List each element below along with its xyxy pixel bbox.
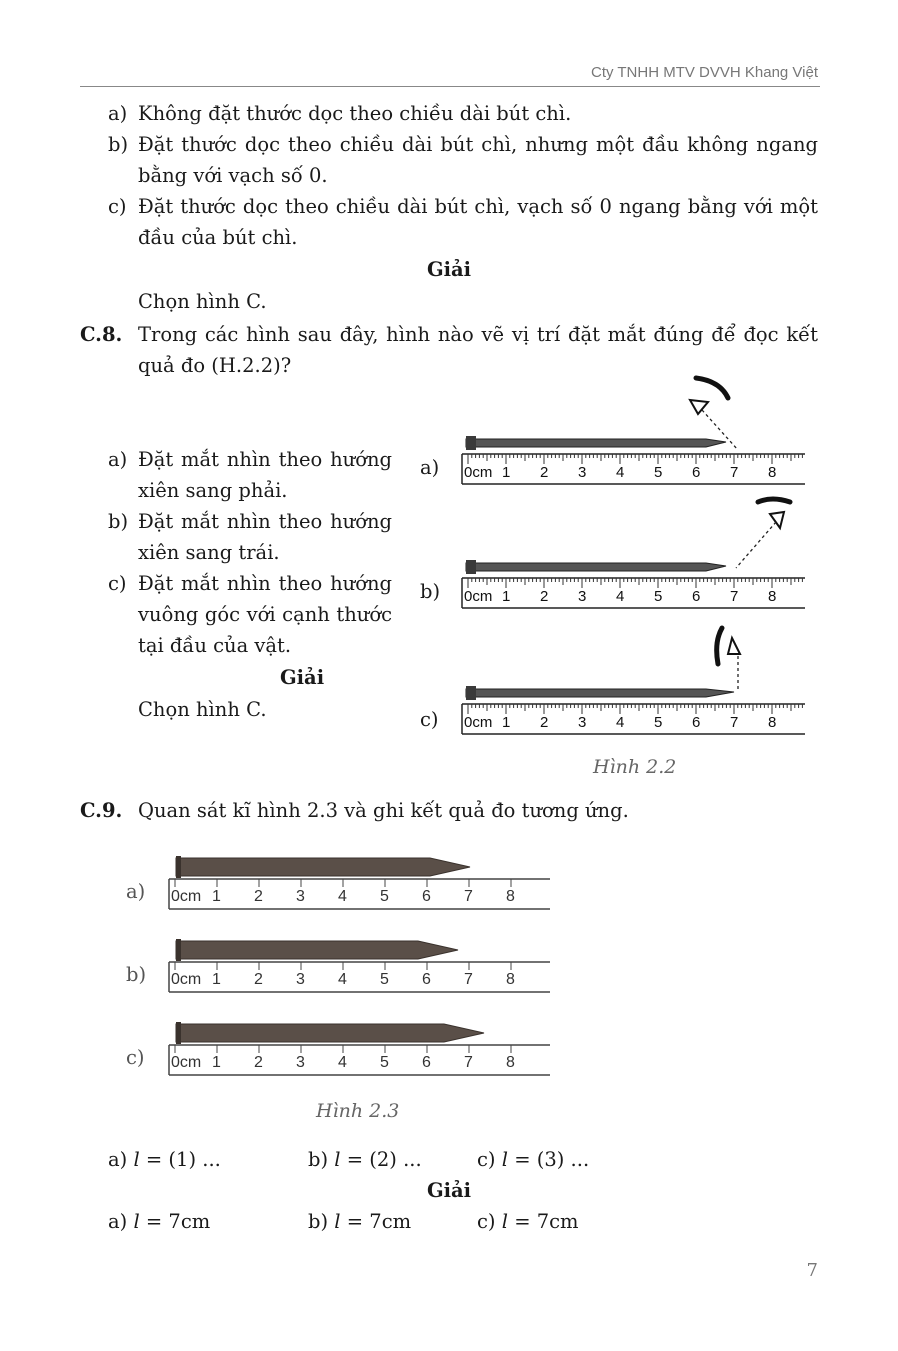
answer-text: Chọn hình C.: [138, 290, 267, 313]
eye-panel-b: [462, 499, 805, 608]
figure-label: c): [420, 708, 439, 731]
solution-heading: Giải: [426, 1179, 472, 1202]
pencil-end: [466, 560, 476, 574]
ruler-a: [462, 454, 805, 484]
ruler-number: 3: [296, 888, 305, 905]
pencil: [176, 858, 470, 876]
answer-label: b): [308, 1210, 329, 1233]
ruler-number: 2: [540, 588, 549, 605]
length-var: l: [334, 1210, 341, 1233]
ruler-number: 0cm: [464, 464, 493, 481]
ruler-number: 3: [296, 1054, 305, 1071]
ruler-number: 0cm: [464, 588, 493, 605]
ruler-number: 4: [616, 464, 625, 481]
ruler-number: 4: [338, 971, 347, 988]
option-text: đầu của bút chì.: [138, 226, 298, 249]
figure-caption: Hình 2.3: [316, 1100, 400, 1122]
option-text: Đặt mắt nhìn theo hướng: [138, 572, 392, 595]
answer-value: = 7cm: [514, 1210, 579, 1233]
blank-a: [108, 1144, 221, 1175]
ruler-number: 7: [730, 588, 739, 605]
length-var: l: [334, 1148, 341, 1171]
ruler-c: [462, 704, 805, 734]
measure-panel-c: [169, 1022, 550, 1075]
answer-label: c): [477, 1210, 496, 1233]
ruler-number: 4: [338, 888, 347, 905]
ruler-number: 5: [654, 464, 663, 481]
option-label: c): [108, 572, 127, 595]
option-text: vuông góc với cạnh thước: [138, 603, 392, 626]
answer-value: = 7cm: [346, 1210, 412, 1233]
pencil: [466, 563, 726, 571]
eyebrow-icon: [696, 378, 728, 398]
option-text: bằng với vạch số 0.: [138, 164, 328, 187]
answer-value: = 7cm: [145, 1210, 211, 1233]
length-var: l: [133, 1148, 140, 1171]
pencil-end: [176, 856, 181, 878]
question-text: quả đo (H.2.2)?: [138, 354, 292, 377]
ruler-number: 8: [506, 1054, 515, 1071]
answer-b: [308, 1206, 411, 1237]
option-text: Không đặt thước dọc theo chiều dài bút chì.: [138, 102, 572, 125]
ruler-number: 2: [254, 888, 263, 905]
ruler-number: 8: [768, 588, 777, 605]
ruler-number: 6: [422, 971, 431, 988]
ruler-number: 3: [578, 588, 587, 605]
ruler-number: 5: [380, 888, 389, 905]
pencil: [466, 689, 734, 697]
ruler-number: 5: [380, 971, 389, 988]
ruler-number: 0cm: [171, 888, 202, 905]
option-text: Đặt thước dọc theo chiều dài bút chì, vạch số 0 ngang bằng với một: [138, 195, 818, 218]
option-text: Đặt thước dọc theo chiều dài bút chì, nhưng một đầu không ngang: [138, 133, 818, 156]
option-text: Đặt mắt nhìn theo hướng: [138, 448, 392, 471]
ruler-number: 6: [692, 588, 701, 605]
ruler-number: 1: [212, 1054, 221, 1071]
blank-value: = (1) ...: [145, 1148, 221, 1171]
pencil-end: [176, 939, 181, 961]
blank-label: c): [477, 1148, 496, 1171]
length-var: l: [501, 1210, 508, 1233]
question-number: C.8.: [80, 323, 123, 346]
ruler-number: 7: [464, 888, 473, 905]
answer-a: [108, 1206, 210, 1237]
blank-label: a): [108, 1148, 128, 1171]
ruler-number: 8: [506, 971, 515, 988]
ruler-number: 3: [578, 464, 587, 481]
eye-panel-c: [462, 628, 805, 734]
ruler-number: 7: [730, 714, 739, 731]
pencil: [176, 1024, 484, 1042]
eye-icon: [690, 400, 708, 414]
ruler-number: 5: [380, 1054, 389, 1071]
figure-caption: Hình 2.2: [593, 756, 677, 778]
option-text: Đặt mắt nhìn theo hướng: [138, 510, 392, 533]
ruler-number: 6: [692, 714, 701, 731]
ruler-number: 3: [296, 971, 305, 988]
ruler-b: [462, 578, 805, 608]
ruler-number: 1: [502, 714, 511, 731]
option-text: xiên sang phải.: [138, 479, 288, 502]
ruler-c: [169, 1045, 550, 1075]
ruler-number: 2: [254, 971, 263, 988]
blank-value: = (2) ...: [346, 1148, 422, 1171]
solution-heading: Giải: [426, 258, 472, 281]
running-header: Cty TNHH MTV DVVH Khang Việt: [590, 64, 818, 81]
option-text: tại đầu của vật.: [138, 634, 292, 657]
ruler-number: 8: [768, 464, 777, 481]
figure-label: a): [126, 880, 146, 903]
ruler-number: 1: [502, 588, 511, 605]
ruler-number: 4: [338, 1054, 347, 1071]
ruler-number: 1: [502, 464, 511, 481]
ruler-number: 7: [464, 1054, 473, 1071]
ruler-number: 4: [616, 588, 625, 605]
answer-c: [477, 1206, 579, 1237]
eyebrow-icon: [717, 628, 722, 664]
pencil-end: [176, 1022, 181, 1044]
ruler-number: 7: [730, 464, 739, 481]
eye-panel-a: [462, 378, 805, 484]
ruler-number: 5: [654, 714, 663, 731]
length-var: l: [501, 1148, 508, 1171]
ruler-number: 6: [692, 464, 701, 481]
eye-icon: [728, 638, 740, 654]
ruler-b: [169, 962, 550, 992]
question-text: Trong các hình sau đây, hình nào vẽ vị trí đặt mắt đúng để đọc kết: [138, 323, 818, 346]
sight-line: [736, 522, 776, 568]
pencil-end: [466, 686, 476, 700]
option-label: a): [108, 102, 128, 125]
option-label: c): [108, 195, 127, 218]
ruler-number: 2: [254, 1054, 263, 1071]
length-var: l: [133, 1210, 140, 1233]
answer-text: Chọn hình C.: [138, 698, 267, 721]
figure-label: b): [126, 963, 147, 986]
ruler-number: 0cm: [171, 971, 202, 988]
ruler-number: 8: [768, 714, 777, 731]
ruler-number: 5: [654, 588, 663, 605]
ruler-number: 6: [422, 888, 431, 905]
eye-icon: [770, 512, 784, 528]
solution-heading: Giải: [280, 666, 325, 689]
question-number: C.9.: [80, 799, 123, 822]
ruler-number: 3: [578, 714, 587, 731]
figure-2-2: [440, 366, 820, 746]
blank-label: b): [308, 1148, 329, 1171]
ruler-number: 7: [464, 971, 473, 988]
measure-panel-a: [169, 856, 550, 909]
figure-2-3: [150, 845, 570, 1085]
measure-panel-b: [169, 939, 550, 992]
page-number: 7: [806, 1260, 818, 1281]
question-text: Quan sát kĩ hình 2.3 và ghi kết quả đo tương ứng.: [138, 799, 629, 822]
ruler-number: 0cm: [171, 1054, 202, 1071]
header-rule: [80, 86, 820, 87]
option-label: a): [108, 448, 128, 471]
figure-label: c): [126, 1046, 145, 1069]
ruler-number: 4: [616, 714, 625, 731]
blank-b: [308, 1144, 422, 1175]
ruler-number: 8: [506, 888, 515, 905]
ruler-number: 2: [540, 714, 549, 731]
blank-value: = (3) ...: [514, 1148, 590, 1171]
ruler-number: 1: [212, 888, 221, 905]
option-label: b): [108, 133, 129, 156]
answer-label: a): [108, 1210, 128, 1233]
pencil: [466, 439, 726, 447]
ruler-number: 6: [422, 1054, 431, 1071]
option-text: xiên sang trái.: [138, 541, 280, 564]
ruler-a: [169, 879, 550, 909]
pencil-end: [466, 436, 476, 450]
ruler-number: 2: [540, 464, 549, 481]
option-label: b): [108, 510, 129, 533]
blank-c: [477, 1144, 589, 1175]
eyebrow-icon: [758, 499, 790, 502]
figure-label: a): [420, 456, 440, 479]
pencil: [176, 941, 458, 959]
ruler-number: 0cm: [464, 714, 493, 731]
ruler-number: 1: [212, 971, 221, 988]
figure-label: b): [420, 580, 441, 603]
